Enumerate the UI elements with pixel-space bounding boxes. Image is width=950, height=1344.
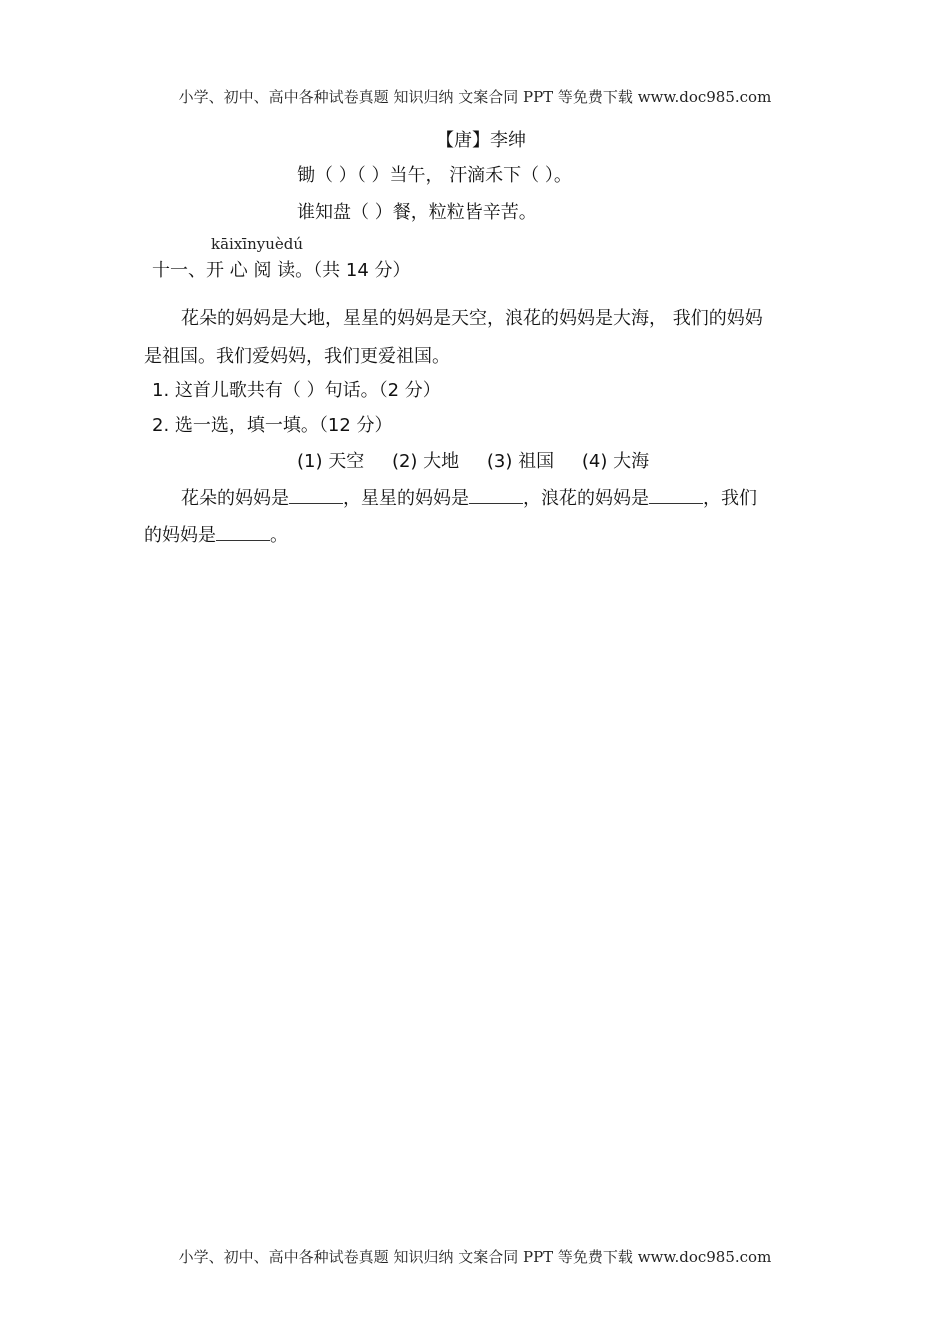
fill-text-1: 花朵的妈妈是 — [181, 488, 289, 509]
fill-text-6: 。 — [270, 525, 288, 546]
blank-4[interactable] — [216, 526, 270, 541]
fill-line-2 — [144, 521, 288, 547]
fill-line-1 — [181, 484, 757, 510]
blank-3[interactable] — [649, 489, 703, 504]
option-1: (1) 天空 — [297, 451, 365, 472]
blank-1[interactable] — [289, 489, 343, 504]
fill-text-3: ，浪花的妈妈是 — [523, 488, 649, 509]
fill-text-2: ，星星的妈妈是 — [343, 488, 469, 509]
page-header: 小学、初中、高中各种试卷真题 知识归纳 文案合同 PPT 等免费下载 www.doc985.com — [178, 88, 772, 106]
blank-2[interactable] — [469, 489, 523, 504]
question-1: 1. 这首儿歌共有（ ）句话。（2 分） — [152, 380, 441, 401]
passage-line-2: 是祖国。我们爱妈妈，我们更爱祖国。 — [144, 346, 450, 367]
poem-author: 【唐】李绅 — [436, 130, 526, 151]
answer-options — [297, 447, 671, 473]
section-pinyin: kāixīnyuèdú — [211, 235, 304, 253]
poem-line-2: 谁知盘（ ）餐，粒粒皆辛苦。 — [297, 202, 537, 223]
page-footer: 小学、初中、高中各种试卷真题 知识归纳 文案合同 PPT 等免费下载 www.doc985.com — [178, 1248, 772, 1266]
poem-line-1: 锄（ ）（ ）当午， 汗滴禾下（ ）。 — [297, 165, 572, 186]
option-2: (2) 大地 — [391, 451, 460, 472]
option-4: (4) 大海 — [581, 451, 650, 472]
question-2: 2. 选一选，填一填。（12 分） — [152, 415, 393, 436]
section-title: 十一、开 心 阅 读。（共 14 分） — [152, 260, 411, 281]
fill-text-4: ，我们 — [703, 488, 757, 509]
option-3: (3) 祖国 — [486, 451, 555, 472]
fill-text-5: 的妈妈是 — [144, 525, 216, 546]
passage-line-1: 花朵的妈妈是大地，星星的妈妈是天空，浪花的妈妈是大海， 我们的妈妈 — [181, 308, 763, 329]
